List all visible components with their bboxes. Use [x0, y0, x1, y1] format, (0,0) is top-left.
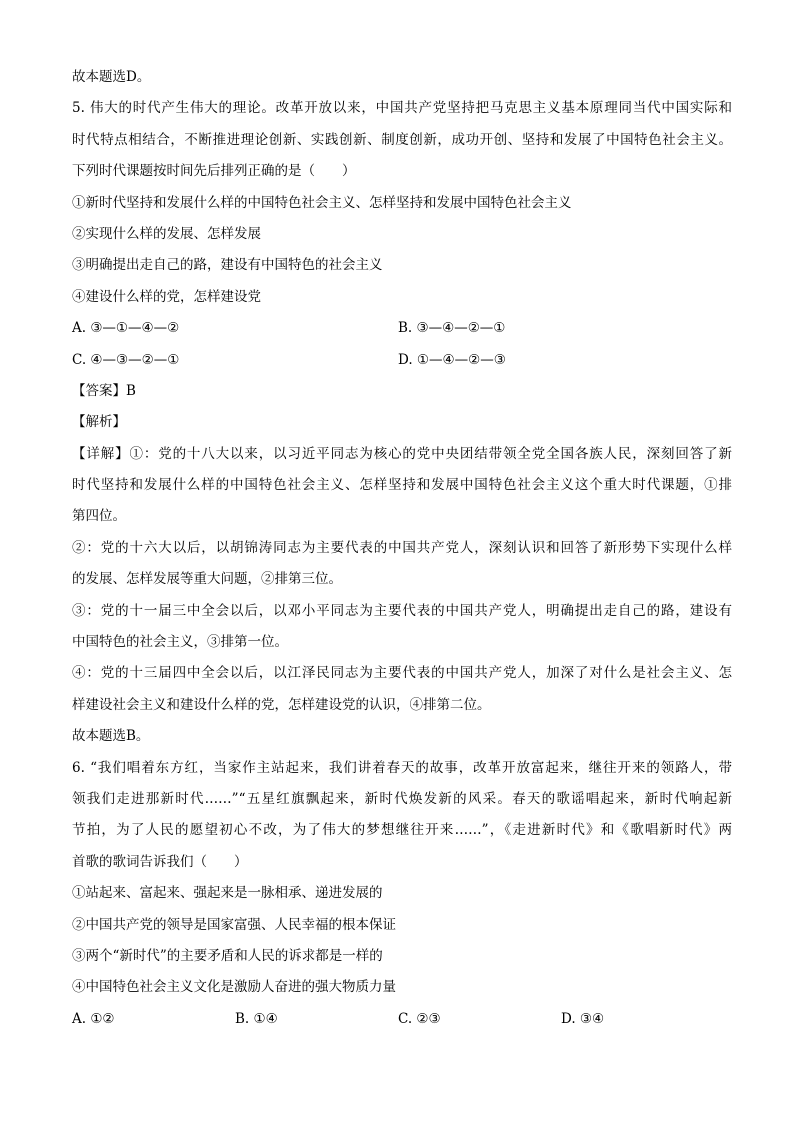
q6-item: ④中国特色社会主义文化是激励人奋进的强大物质力量	[72, 979, 396, 996]
q6-option-d[interactable]: D. ③④	[561, 1010, 605, 1027]
q5-detail-line: 样建设社会主义和建设什么样的党，怎样建设党的认识，④排第二位。	[72, 696, 491, 713]
q6-item: ②中国共产党的领导是国家富强、人民幸福的根本保证	[72, 916, 396, 933]
q6-option-a[interactable]: A. ①②	[72, 1010, 115, 1027]
q5-detail-line: ③：党的十一届三中全会以后，以邓小平同志为主要代表的中国共产党人，明确提出走自己的路，建设有	[72, 602, 732, 619]
q5-options-row	[72, 313, 732, 344]
q5-option-c[interactable]: C. ④—③—②—①	[72, 351, 180, 368]
document-page	[72, 62, 732, 1035]
q5-options-row	[72, 345, 732, 376]
q6-stem-line: 节拍，为了人民的愿望初心不改，为了伟大的梦想继往开来……”，《走进新时代》和《歌唱新时代》两	[72, 822, 732, 839]
q5-detail-line: ②：党的十六大以后，以胡锦涛同志为主要代表的中国共产党人，深刻认识和回答了新形势下实现什么样	[72, 539, 732, 556]
q6-stem-line: 6. “我们唱着东方红，当家作主站起来，我们讲着春天的故事，改革开放富起来，继往开来的领路人，带	[72, 759, 732, 776]
q5-conclusion: 故本题选B。	[72, 728, 150, 745]
q5-detail-line: 的发展、怎样发展等重大问题，②排第三位。	[72, 571, 342, 588]
q5-item: ③明确提出走自己的路，建设有中国特色的社会主义	[72, 257, 383, 274]
q5-option-d[interactable]: D. ①—④—②—③	[398, 351, 506, 368]
q5-option-b[interactable]: B. ③—④—②—①	[398, 320, 506, 337]
q6-item: ①站起来、富起来、强起来是一脉相承、递进发展的	[72, 885, 383, 902]
q5-detail-line: 【详解】①：党的十八大以来，以习近平同志为核心的党中央团结带领全党全国各族人民，深刻回答了新	[72, 445, 732, 462]
q4-conclusion: 故本题选D。	[72, 69, 151, 85]
q6-options-row	[72, 1004, 732, 1035]
q5-analysis-heading: 【解析】	[72, 414, 126, 431]
q6-stem-line: 领我们走进那新时代……”“五星红旗飘起来，新时代焕发新的风采。春天的歌谣唱起来，新时代响起新	[72, 790, 732, 807]
q5-stem-line: 5. 伟大的时代产生伟大的理论。改革开放以来，中国共产党坚持把马克思主义基本原理同当代中国实际和	[72, 100, 732, 117]
q5-stem-line: 下列时代课题按时间先后排列正确的是（ ）	[72, 163, 356, 180]
question-5	[72, 93, 732, 752]
q5-detail-line: 第四位。	[72, 508, 126, 525]
q5-answer: 【答案】B	[72, 382, 136, 399]
q6-item: ③两个“新时代”的主要矛盾和人民的诉求都是一样的	[72, 947, 383, 964]
q5-stem-line: 时代特点相结合，不断推进理论创新、实践创新、制度创新，成功开创、坚持和发展了中国特色社会主义。	[72, 131, 732, 148]
q6-option-b[interactable]: B. ①④	[235, 1010, 278, 1027]
q6-stem-line: 首歌的歌词告诉我们（ ）	[72, 853, 248, 870]
q5-detail-line: 时代坚持和发展什么样的中国特色社会主义、怎样坚持和发展中国特色社会主义这个重大时代课题，①排	[72, 477, 732, 494]
q5-detail-line: ④：党的十三届四中全会以后，以江泽民同志为主要代表的中国共产党人，加深了对什么是社会主义、怎	[72, 665, 732, 682]
q5-detail-line: 中国特色的社会主义，③排第一位。	[72, 634, 288, 651]
q5-item: ②实现什么样的发展、怎样发展	[72, 225, 261, 242]
question-6	[72, 753, 732, 1036]
q6-option-c[interactable]: C. ②③	[398, 1010, 441, 1027]
q5-item: ④建设什么样的党，怎样建设党	[72, 288, 261, 305]
q5-option-a[interactable]: A. ③—①—④—②	[72, 320, 180, 337]
q5-item: ①新时代坚持和发展什么样的中国特色社会主义、怎样坚持和发展中国特色社会主义	[72, 194, 572, 211]
